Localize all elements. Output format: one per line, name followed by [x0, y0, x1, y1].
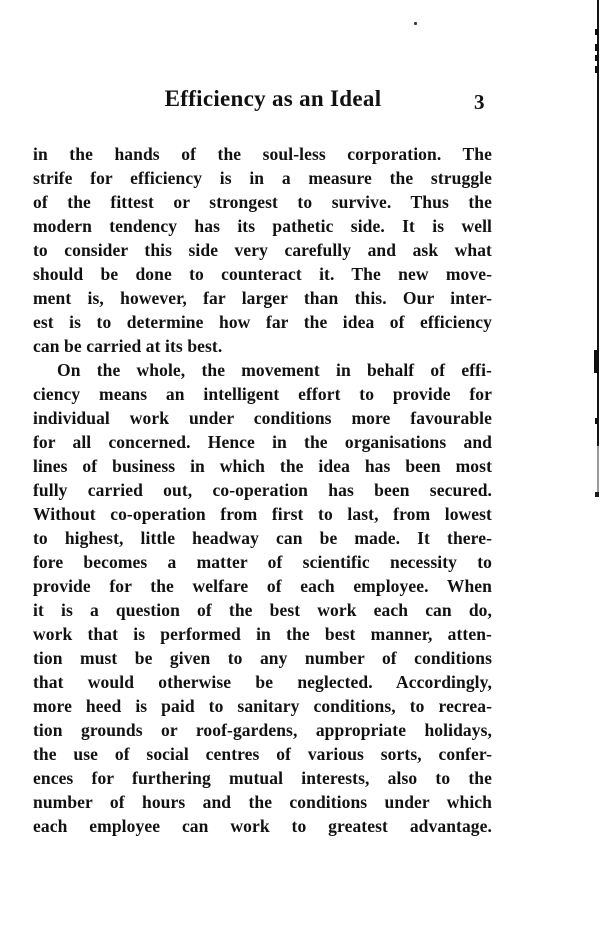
- text-line: individual work under conditions more favourable: [33, 408, 492, 428]
- text-line: should be done to counteract it. The new move-: [33, 264, 492, 284]
- text-line-paragraph-start: On the whole, the movement in behalf of effi-: [57, 360, 492, 380]
- text-line: in the hands of the soul-less corporation. The: [33, 144, 492, 164]
- text-line: number of hours and the conditions under which: [33, 792, 492, 812]
- scan-gutter-mark: [595, 492, 599, 497]
- text-line: tion must be given to any number of conditions: [33, 648, 492, 668]
- text-line: strife for efficiency is in a measure the struggle: [33, 168, 492, 188]
- text-line: more heed is paid to sanitary conditions, to recrea-: [33, 696, 492, 716]
- scan-gutter-mark: [595, 66, 599, 73]
- text-line: modern tendency has its pathetic side. It is well: [33, 216, 492, 236]
- body-text: [33, 142, 492, 838]
- running-header-title: Efficiency as an Ideal: [164, 86, 382, 111]
- text-line: fully carried out, co-operation has been secured.: [33, 480, 492, 500]
- ink-speck: [414, 22, 417, 25]
- text-line: provide for the welfare of each employee. When: [33, 576, 492, 596]
- text-line: for all concerned. Hence in the organisations and: [33, 432, 492, 452]
- text-line: work that is performed in the best manner, atten-: [33, 624, 492, 644]
- text-line: it is a question of the best work each can do,: [33, 600, 492, 620]
- text-line: each employee can work to greatest advantage.: [33, 816, 492, 836]
- page-number: 3: [474, 90, 485, 114]
- scan-gutter-mark: [594, 350, 599, 373]
- text-line: ences for furthering mutual interests, also to the: [33, 768, 492, 788]
- text-line-paragraph-end: can be carried at its best.: [33, 336, 223, 356]
- text-line: ment is, however, far larger than this. Our inter-: [33, 288, 492, 308]
- text-line: to consider this side very carefully and ask what: [33, 240, 492, 260]
- scan-gutter-line-faint: [597, 446, 599, 492]
- text-line: that would otherwise be neglected. Accordingly,: [33, 672, 492, 692]
- text-line: of the fittest or strongest to survive. Thus the: [33, 192, 492, 212]
- scan-gutter-mark: [595, 55, 599, 61]
- scan-gutter-mark: [595, 44, 599, 51]
- text-line: est is to determine how far the idea of efficiency: [33, 312, 492, 332]
- text-line: the use of social centres of various sorts, confer-: [33, 744, 492, 764]
- text-line: tion grounds or roof-gardens, appropriate holidays,: [33, 720, 492, 740]
- text-line: ciency means an intelligent effort to provide for: [33, 384, 492, 404]
- text-line: Without co-operation from first to last, from lowest: [33, 504, 492, 524]
- scan-gutter-mark: [595, 418, 598, 424]
- text-line: fore becomes a matter of scientific necessity to: [33, 552, 492, 572]
- text-line: lines of business in which the idea has been most: [33, 456, 492, 476]
- scan-gutter-mark: [595, 29, 599, 35]
- text-line: to highest, little headway can be made. It there-: [33, 528, 492, 548]
